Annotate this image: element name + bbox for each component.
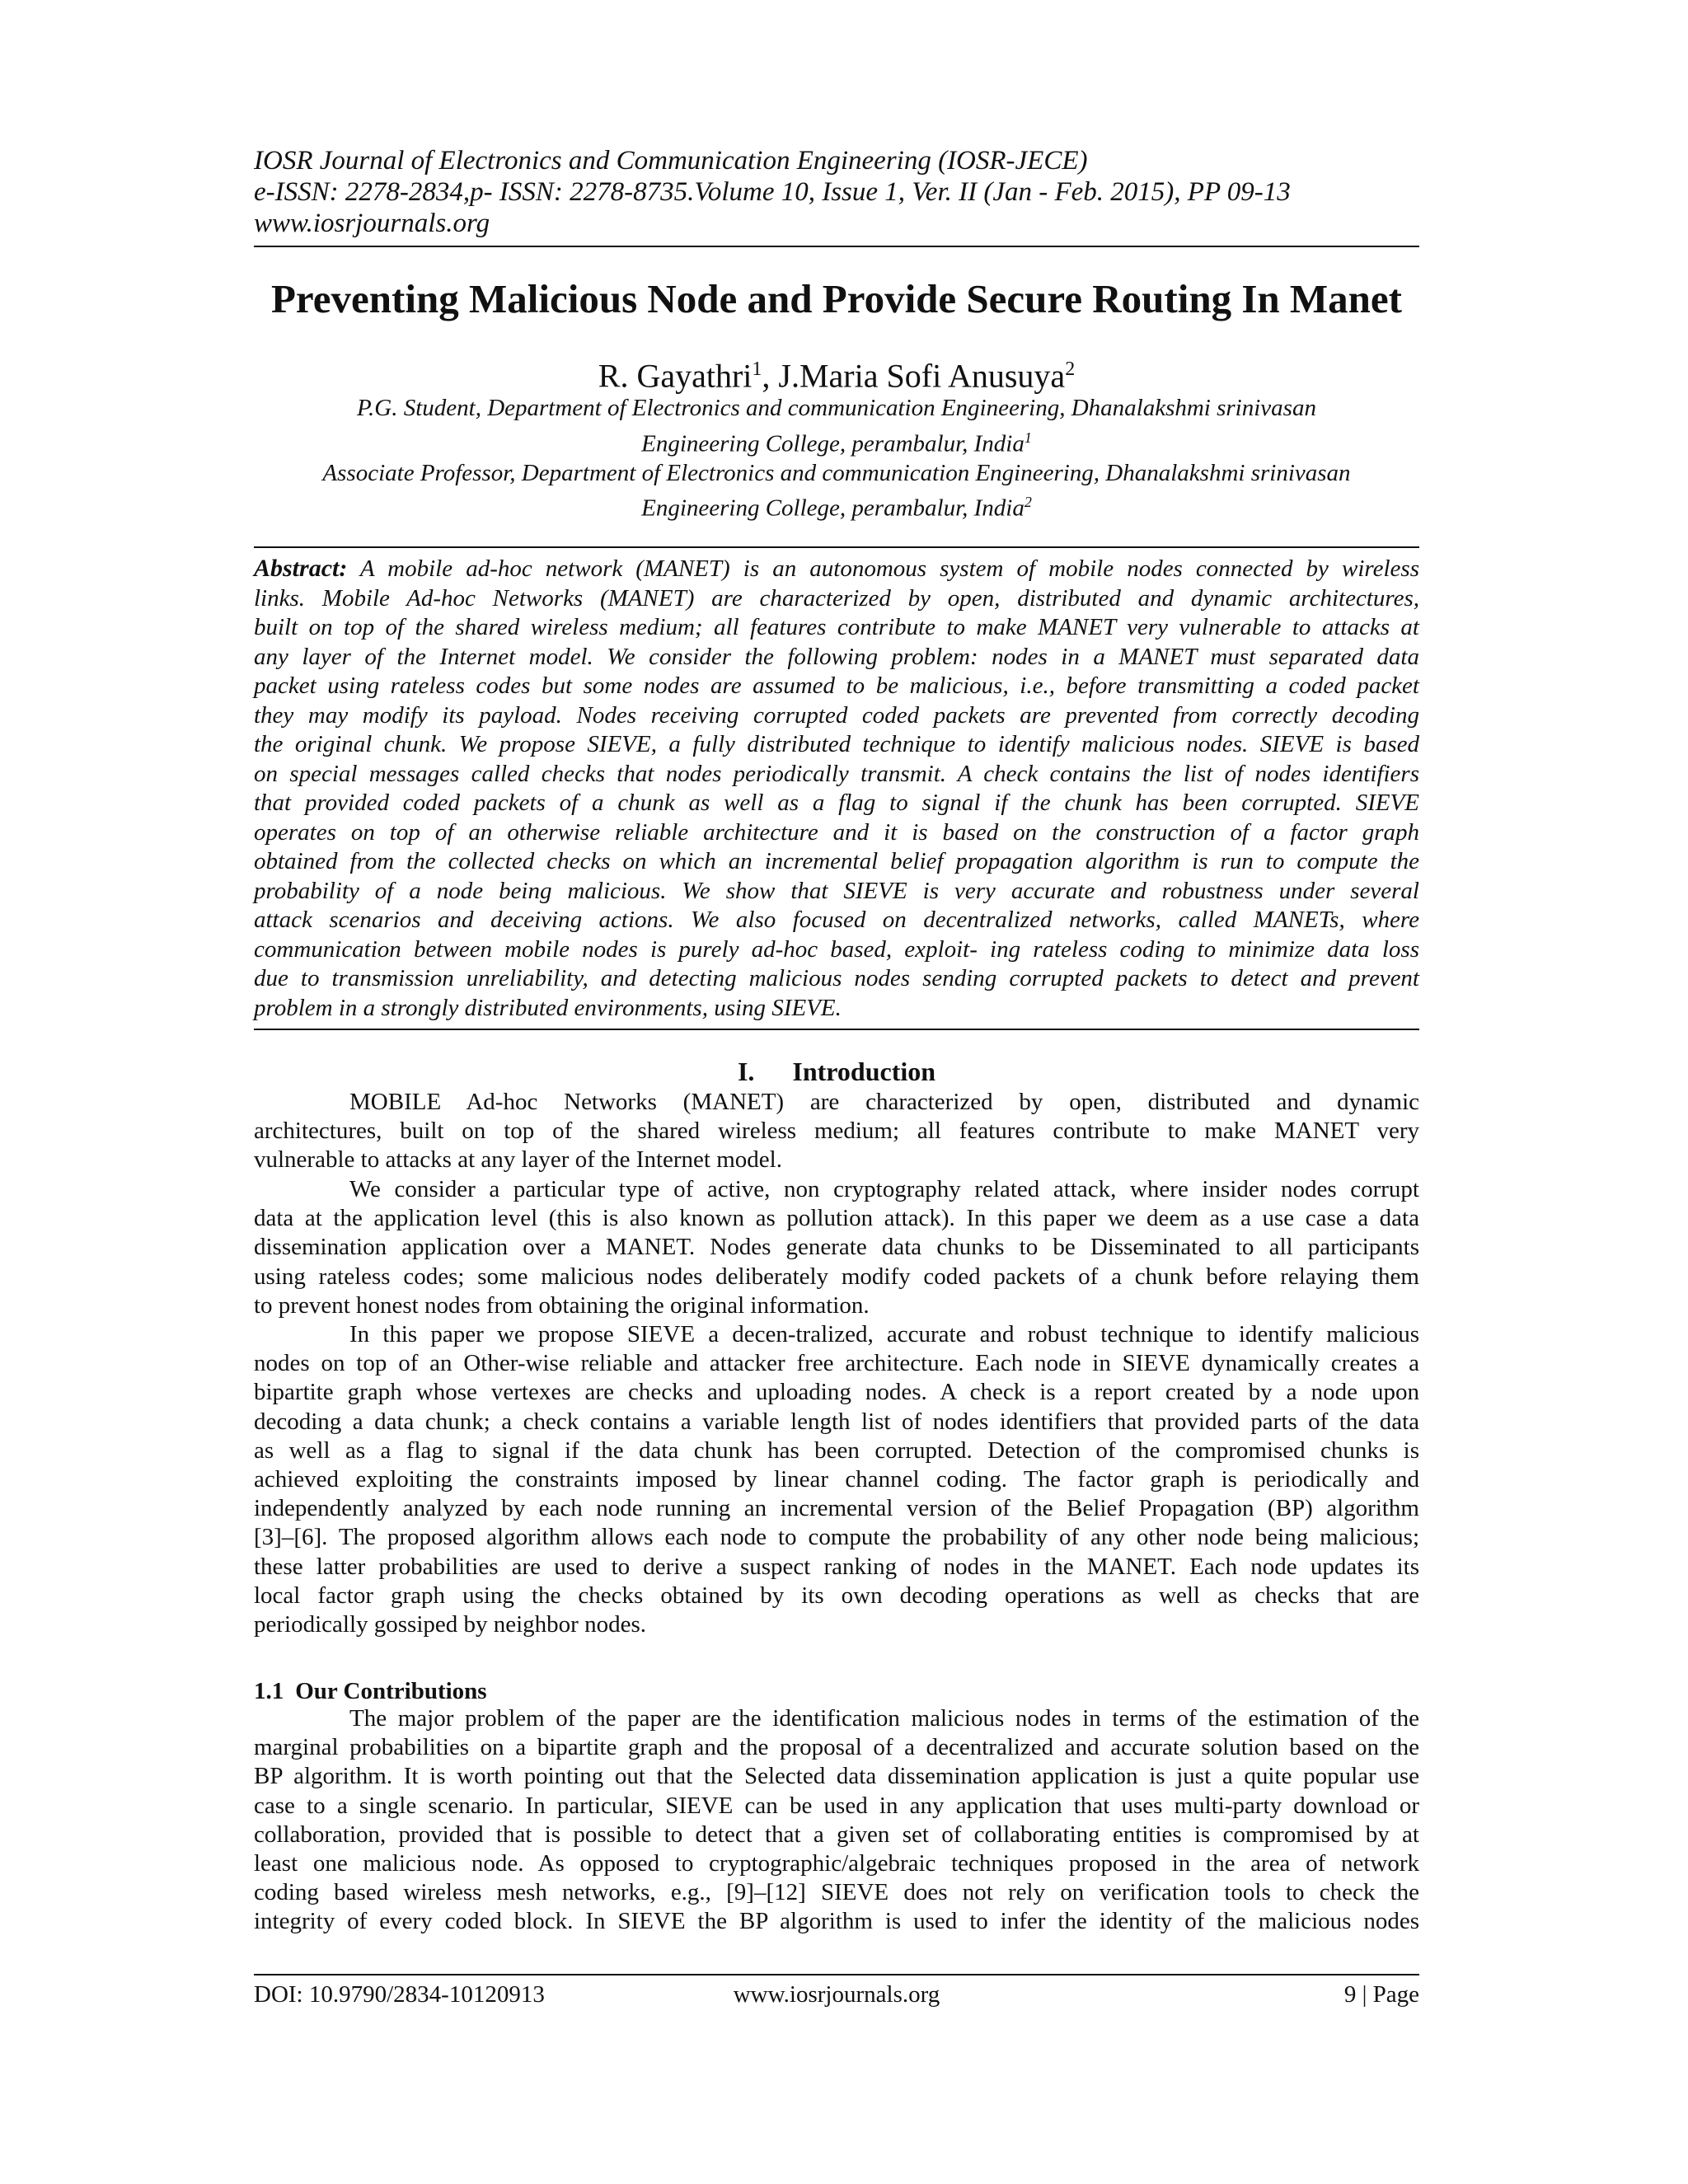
author-name: R. Gayathri	[598, 357, 753, 395]
page-footer	[254, 1978, 1419, 2011]
paragraph-line: BP algorithm. It is worth pointing out that the Selected data dissemination application is just a quite popular use	[254, 1763, 1419, 1790]
author-list	[254, 349, 1419, 396]
abstract-line: communication between mobile nodes is purely ad-hoc based, exploit- ing rateless coding to minimize data loss	[254, 935, 1419, 963]
journal-website: www.iosrjournals.org	[254, 209, 490, 238]
paragraph-line: independently analyzed by each node running an incremental version of the Belief Propagation (BP) algorithm	[254, 1495, 1419, 1522]
footer-website: www.iosrjournals.org	[733, 1981, 940, 2008]
journal-header	[254, 145, 1421, 239]
affiliation-line: Engineering College, perambalur, India$^2$	[641, 494, 1032, 522]
affiliation-mark: 1	[1024, 429, 1032, 446]
paragraph-line: In this paper we propose SIEVE a decen-tralized, accurate and robust technique to identify malicious	[349, 1321, 1419, 1347]
paragraph-line: these latter probabilities are used to derive a suspect ranking of nodes in the MANET. Each node updates its	[254, 1553, 1419, 1580]
paragraph-line: decoding a data chunk; a check contains a variable length list of nodes identifiers that provided parts of the data	[254, 1408, 1419, 1435]
subsection-heading	[254, 1676, 487, 1706]
footer-page-number: 9 | Page	[1343, 1981, 1419, 2008]
paragraph-line: achieved exploiting the constraints imposed by linear channel coding. The factor graph is periodically and	[254, 1466, 1419, 1493]
intro-paragraph-1	[254, 1088, 1419, 1175]
paragraph-line: collaboration, provided that is possible to detect that a given set of collaborating entities is compromised by at	[254, 1821, 1419, 1848]
abstract-line: any layer of the Internet model. We consider the following problem: nodes in a MANET must separated data	[254, 643, 1419, 670]
paragraph-line: coding based wireless mesh networks, e.g., [9]–[12] SIEVE does not rely on verification tools to check the	[254, 1879, 1419, 1906]
paragraph-line: as well as a flag to signal if the data chunk has been corrupted. Detection of the compromised chunks is	[254, 1436, 1419, 1464]
paragraph-line: We consider a particular type of active, non cryptography related attack, where insider nodes corrupt	[349, 1176, 1419, 1202]
footer-rule	[254, 1974, 1419, 1975]
abstract-line: the original chunk. We propose SIEVE, a fully distributed technique to identify malicious nodes. SIEVE is based	[254, 731, 1419, 757]
section-title: Introduction	[792, 1057, 936, 1086]
paragraph-line: The major problem of the paper are the identification malicious nodes in terms of the estimation of the	[349, 1705, 1419, 1732]
intro-paragraph-3	[254, 1320, 1419, 1639]
paragraph-line: periodically gossiped by neighbor nodes.	[254, 1611, 646, 1638]
author-separator: ,	[762, 357, 779, 395]
abstract-label: Abstract:	[254, 555, 348, 582]
author-name: J.Maria Sofi Anusuya	[778, 357, 1066, 395]
abstract-line: on special messages called checks that nodes periodically transmit. A check contains the list of nodes identifiers	[254, 760, 1419, 787]
affiliations	[254, 394, 1419, 523]
affiliation-line: P.G. Student, Department of Electronics and communication Engineering, Dhanalakshmi srinivasan	[357, 395, 1316, 421]
paragraph-line: to prevent honest nodes from obtaining the original information.	[254, 1291, 870, 1319]
paragraph-line: nodes on top of an Other-wise reliable and attacker free architecture. Each node in SIEVE dynamically creates a	[254, 1350, 1419, 1377]
footer-doi: DOI: 10.9790/2834-10120913	[254, 1981, 545, 2008]
paragraph-line: using rateless codes; some malicious nodes deliberately modify coded packets of a chunk before relaying them	[254, 1263, 1419, 1290]
abstract-bottom-rule	[254, 1029, 1419, 1030]
journal-name: IOSR Journal of Electronics and Communication Engineering (IOSR-JECE)	[254, 146, 1088, 176]
paragraph-line: [3]–[6]. The proposed algorithm allows each node to compute the probability of any other node being malicious;	[254, 1524, 1419, 1551]
abstract-top-rule	[254, 546, 1419, 548]
section-number: I.	[737, 1057, 755, 1086]
abstract-line: Abstract: A mobile ad-hoc network (MANET) is an autonomous system of mobile nodes connected by wireless	[254, 555, 1419, 582]
paragraph-line: data at the application level (this is also known as pollution attack). In this paper we deem as a use case a data	[254, 1205, 1419, 1232]
abstract-line: attack scenarios and deceiving actions. We also focused on decentralized networks, called MANETs, where	[254, 907, 1419, 933]
paragraph-line: dissemination application over a MANET. Nodes generate data chunks to be Disseminated to all participants	[254, 1234, 1419, 1261]
paragraph-line: local factor graph using the checks obtained by its own decoding operations as well as checks that are	[254, 1582, 1419, 1609]
abstract-line: operates on top of an otherwise reliable architecture and it is based on the construction of a factor graph	[254, 818, 1419, 846]
paragraph-line: vulnerable to attacks at any layer of the Internet model.	[254, 1146, 782, 1174]
paragraph-line: marginal probabilities on a bipartite graph and the proposal of a decentralized and accurate solution based on the	[254, 1734, 1419, 1761]
author-affil-mark: 2	[1065, 359, 1076, 380]
abstract-line: obtained from the collected checks on which an incremental belief propagation algorithm is run to compute the	[254, 848, 1419, 874]
abstract-line: probability of a node being malicious. We show that SIEVE is very accurate and robustness under several	[254, 877, 1419, 904]
contributions-paragraph	[254, 1704, 1419, 1937]
intro-paragraph-2	[254, 1175, 1419, 1320]
abstract-line: built on top of the shared wireless medium; all features contribute to make MANET very vulnerable to attacks at	[254, 614, 1419, 640]
header-rule	[254, 246, 1419, 247]
abstract-line: packet using rateless codes but some nodes are assumed to be malicious, i.e., before transmitting a coded packet	[254, 673, 1419, 699]
abstract-line: they may modify its payload. Nodes receiving corrupted coded packets are prevented from correctly decoding	[254, 701, 1419, 729]
paragraph-line: bipartite graph whose vertexes are checks and uploading nodes. A check is a report created by a node upon	[254, 1379, 1419, 1406]
abstract-line: links. Mobile Ad-hoc Networks (MANET) are characterized by open, distributed and dynamic architectures,	[254, 584, 1419, 612]
abstract-line: due to transmission unreliability, and detecting malicious nodes sending corrupted packets to detect and prevent	[254, 965, 1419, 991]
paragraph-line: integrity of every coded block. In SIEVE the BP algorithm is used to infer the identity of the malicious nodes	[254, 1908, 1419, 1935]
abstract	[254, 554, 1419, 1023]
subsection-title: Our Contributions	[295, 1678, 487, 1704]
paragraph-line: MOBILE Ad-hoc Networks (MANET) are characterized by open, distributed and dynamic	[349, 1089, 1419, 1115]
affiliation-line: Engineering College, perambalur, India$^1$	[641, 429, 1032, 457]
paragraph-line: case to a single scenario. In particular, SIEVE can be used in any application that uses multi-party download or	[254, 1792, 1419, 1819]
abstract-line: problem in a strongly distributed environments, using SIEVE.	[254, 994, 842, 1021]
affiliation-line: Associate Professor, Department of Electronics and communication Engineering, Dhanalakshmi srinivasan	[322, 459, 1351, 486]
paper-title: Preventing Malicious Node and Provide Secure Routing In Manet	[271, 276, 1402, 321]
journal-issn: e-ISSN: 2278-2834,p- ISSN: 2278-8735.Volume 10, Issue 1, Ver. II (Jan - Feb. 2015), PP 09-13	[254, 177, 1291, 207]
author-affil-mark: 1	[752, 359, 762, 380]
paragraph-line: least one malicious node. As opposed to cryptographic/algebraic techniques proposed in the area of network	[254, 1850, 1419, 1877]
abstract-line: that provided coded packets of a chunk as well as a flag to signal if the chunk has been corrupted. SIEVE	[254, 790, 1419, 816]
section-heading	[254, 1055, 1419, 1088]
subsection-number: 1.1	[254, 1678, 284, 1704]
paragraph-line: architectures, built on top of the shared wireless medium; all features contribute to make MANET very	[254, 1118, 1419, 1145]
affiliation-mark: 2	[1024, 494, 1032, 511]
